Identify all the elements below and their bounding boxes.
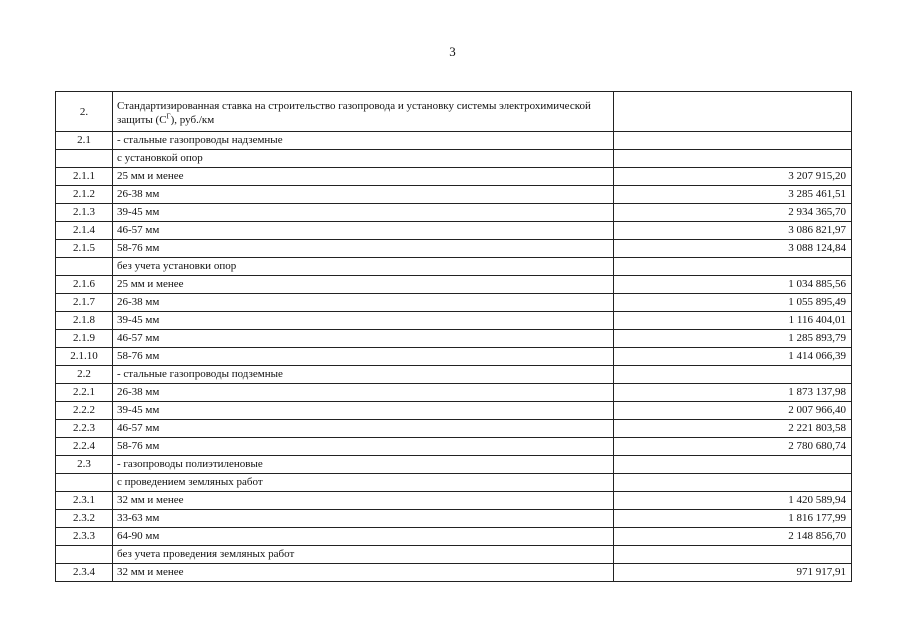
table-row: [56, 150, 852, 168]
table-header-row: [56, 92, 852, 132]
row-value: 2 221 803,58: [614, 420, 852, 438]
row-number: 2.1.4: [56, 222, 113, 240]
table-row: [56, 168, 852, 186]
row-description: 26-38 мм: [113, 186, 614, 204]
row-description: - стальные газопроводы подземные: [113, 366, 614, 384]
row-value: [614, 546, 852, 564]
row-number: 2.3.1: [56, 492, 113, 510]
row-value: [614, 456, 852, 474]
row-description: 46-57 мм: [113, 420, 614, 438]
row-value: 1 034 885,56: [614, 276, 852, 294]
row-value: 1 055 895,49: [614, 294, 852, 312]
header-description-main: Стандартизированная ставка на строительство газопровода и установку системы электрохимической защиты (C: [117, 99, 591, 126]
table-row: [56, 132, 852, 150]
table-row: [56, 384, 852, 402]
table-row: [56, 276, 852, 294]
row-number: 2.: [56, 92, 113, 132]
row-description: с проведением земляных работ: [113, 474, 614, 492]
table-row: [56, 474, 852, 492]
row-number: 2.1.6: [56, 276, 113, 294]
row-value: [614, 92, 852, 132]
row-value: 3 088 124,84: [614, 240, 852, 258]
row-description: 32 мм и менее: [113, 564, 614, 582]
row-number: 2.1.3: [56, 204, 113, 222]
table-row: [56, 456, 852, 474]
row-value: [614, 150, 852, 168]
row-value: 2 148 856,70: [614, 528, 852, 546]
row-description: 26-38 мм: [113, 384, 614, 402]
row-number: 2.1.5: [56, 240, 113, 258]
header-description-tail: ), руб./км: [170, 113, 215, 126]
row-value: 3 207 915,20: [614, 168, 852, 186]
row-number: 2.2.2: [56, 402, 113, 420]
row-number: 2.3.4: [56, 564, 113, 582]
row-value: 1 816 177,99: [614, 510, 852, 528]
row-value: 1 116 404,01: [614, 312, 852, 330]
table-row: [56, 492, 852, 510]
row-description: 39-45 мм: [113, 402, 614, 420]
table-row: [56, 510, 852, 528]
row-value: 3 086 821,97: [614, 222, 852, 240]
row-description: - стальные газопроводы надземные: [113, 132, 614, 150]
row-value: 1 414 066,39: [614, 348, 852, 366]
row-number: 2.3.3: [56, 528, 113, 546]
row-number: 2.2.3: [56, 420, 113, 438]
table-row: [56, 546, 852, 564]
row-value: 3 285 461,51: [614, 186, 852, 204]
row-description: 33-63 мм: [113, 510, 614, 528]
row-number: 2.1.10: [56, 348, 113, 366]
row-number: 2.2.4: [56, 438, 113, 456]
row-value: [614, 366, 852, 384]
row-description: 39-45 мм: [113, 204, 614, 222]
header-description-superscript: Г: [166, 111, 171, 120]
row-number: 2.3: [56, 456, 113, 474]
table-row: [56, 348, 852, 366]
row-value: [614, 132, 852, 150]
table-row: [56, 186, 852, 204]
row-number: 2.1.2: [56, 186, 113, 204]
row-description: 39-45 мм: [113, 312, 614, 330]
row-description: - газопроводы полиэтиленовые: [113, 456, 614, 474]
row-number: 2.1.8: [56, 312, 113, 330]
row-number: [56, 258, 113, 276]
row-value: 2 780 680,74: [614, 438, 852, 456]
table-row: [56, 294, 852, 312]
table-row: [56, 420, 852, 438]
row-description: 26-38 мм: [113, 294, 614, 312]
row-number: 2.1.1: [56, 168, 113, 186]
row-number: 2.3.2: [56, 510, 113, 528]
row-value: 1 285 893,79: [614, 330, 852, 348]
row-description: 46-57 мм: [113, 222, 614, 240]
row-description: 25 мм и менее: [113, 168, 614, 186]
table-row: [56, 438, 852, 456]
row-value: 2 007 966,40: [614, 402, 852, 420]
table-row: [56, 204, 852, 222]
row-value: 971 917,91: [614, 564, 852, 582]
row-description: с установкой опор: [113, 150, 614, 168]
row-value: [614, 474, 852, 492]
row-description: 46-57 мм: [113, 330, 614, 348]
row-description: 58-76 мм: [113, 240, 614, 258]
table-row: [56, 366, 852, 384]
row-description: [113, 92, 614, 132]
row-description: 58-76 мм: [113, 348, 614, 366]
row-number: 2.1.7: [56, 294, 113, 312]
rates-table: [55, 91, 852, 582]
row-description: без учета установки опор: [113, 258, 614, 276]
table-row: [56, 240, 852, 258]
row-number: [56, 150, 113, 168]
row-number: 2.1.9: [56, 330, 113, 348]
table-row: [56, 528, 852, 546]
row-value: 1 420 589,94: [614, 492, 852, 510]
table-row: [56, 258, 852, 276]
table-row: [56, 402, 852, 420]
row-description: без учета проведения земляных работ: [113, 546, 614, 564]
row-description: 32 мм и менее: [113, 492, 614, 510]
rates-table-body: [56, 92, 852, 582]
row-value: [614, 258, 852, 276]
row-value: 1 873 137,98: [614, 384, 852, 402]
row-number: 2.2: [56, 366, 113, 384]
table-row: [56, 330, 852, 348]
row-number: [56, 474, 113, 492]
row-number: 2.1: [56, 132, 113, 150]
row-description: 64-90 мм: [113, 528, 614, 546]
table-row: [56, 564, 852, 582]
row-value: 2 934 365,70: [614, 204, 852, 222]
page-number: 3: [449, 44, 456, 59]
row-number: 2.2.1: [56, 384, 113, 402]
row-description: 25 мм и менее: [113, 276, 614, 294]
row-description: 58-76 мм: [113, 438, 614, 456]
row-number: [56, 546, 113, 564]
table-row: [56, 222, 852, 240]
table-row: [56, 312, 852, 330]
